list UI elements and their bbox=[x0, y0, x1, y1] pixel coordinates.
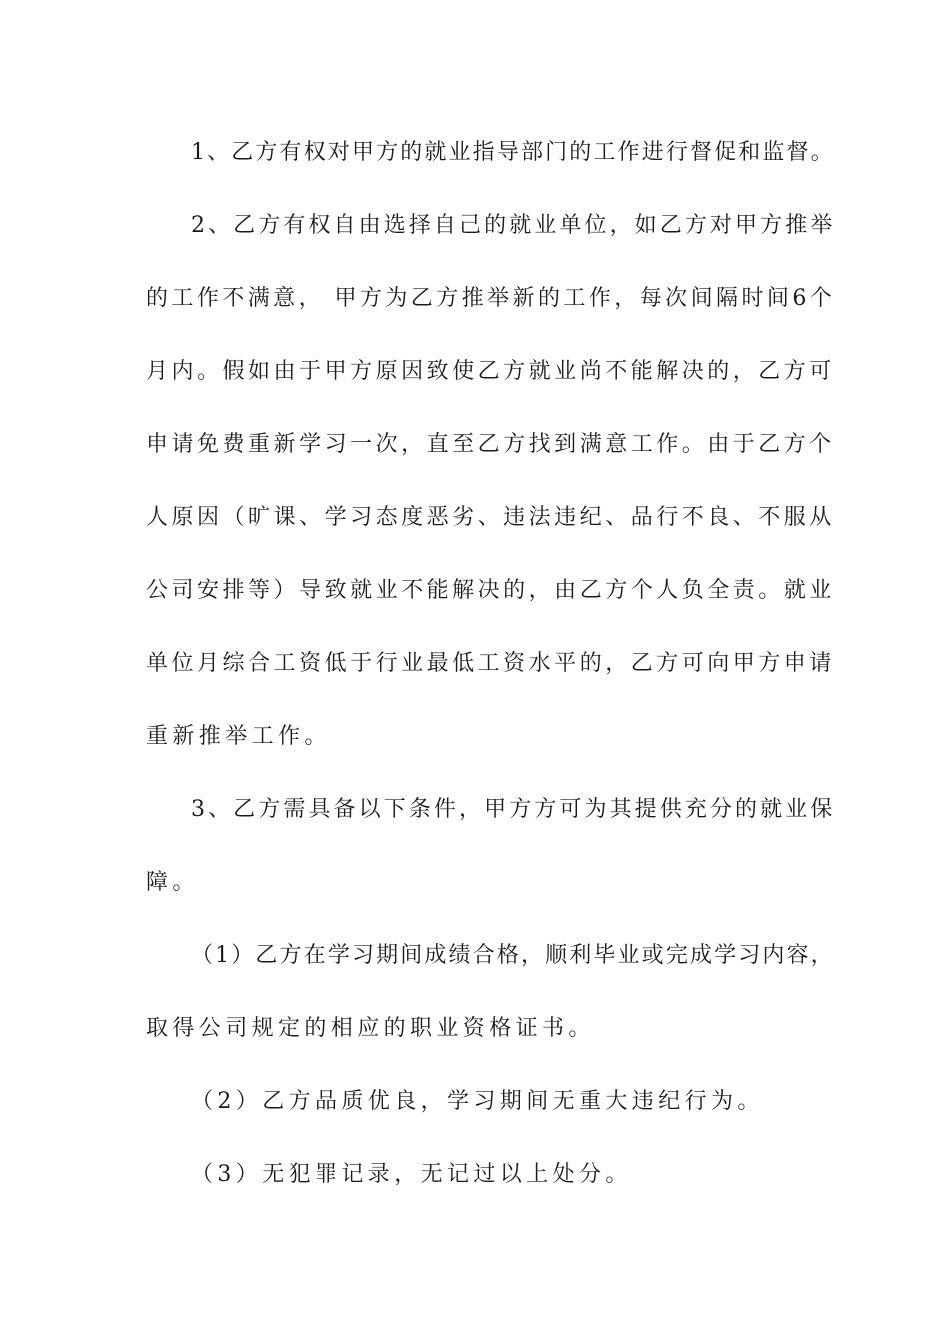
text-line: （1）乙方在学习期间成绩合格，顺利毕业或完成学习内容， bbox=[191, 943, 835, 968]
text-line: 1、乙方有权对甲方的就业指导部门的工作进行督促和监督。 bbox=[191, 140, 835, 165]
text-line: 3、乙方需具备以下条件，甲方方可为其提供充分的就业保 bbox=[191, 797, 836, 822]
text-line: 重新推举工作。 bbox=[146, 724, 331, 749]
text-line: 单位月综合工资低于行业最低工资水平的，乙方可向甲方申请 bbox=[146, 651, 835, 676]
text-line: （2）乙方品质优良，学习期间无重大违纪行为。 bbox=[191, 1089, 764, 1114]
text-line: 月内。假如由于甲方原因致使乙方就业尚不能解决的，乙方可 bbox=[146, 359, 835, 384]
text-line: （3）无犯罪记录，无记过以上处分。 bbox=[191, 1162, 632, 1187]
text-line: 公司安排等）导致就业不能解决的，由乙方个人负全责。就业 bbox=[146, 578, 835, 603]
text-line: 障。 bbox=[146, 870, 199, 895]
text-line: 人原因（旷课、学习态度恶劣、违法违纪、品行不良、不服从 bbox=[146, 505, 835, 530]
text-line: 申请免费重新学习一次，直至乙方找到满意工作。由于乙方个 bbox=[146, 432, 835, 457]
text-line: 的工作不满意， 甲方为乙方推举新的工作，每次间隔时间6个 bbox=[146, 286, 836, 311]
text-line: 2、乙方有权自由选择自己的就业单位，如乙方对甲方推举 bbox=[191, 213, 836, 238]
text-line: 取得公司规定的相应的职业资格证书。 bbox=[146, 1016, 595, 1041]
